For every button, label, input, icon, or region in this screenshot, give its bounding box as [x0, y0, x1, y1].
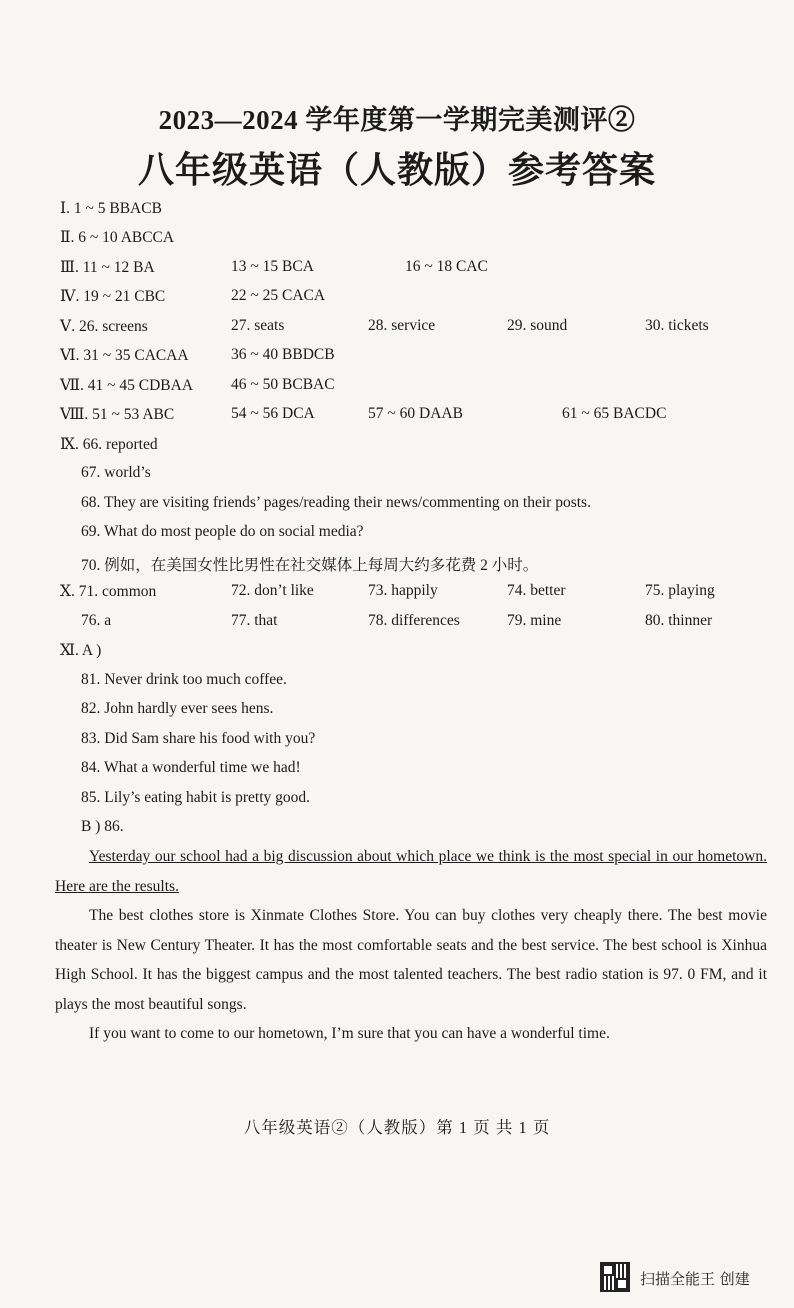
answer-item: Ⅴ. 26. screens — [60, 318, 148, 335]
answer-item: Ⅺ. A ) — [60, 642, 102, 659]
answer-item: 57 ~ 60 DAAB — [368, 405, 463, 422]
essay-closing: If you want to come to our hometown, I’m sure that you can have a wonderful time. — [89, 1025, 610, 1042]
answer-item: 46 ~ 50 BCBAC — [231, 376, 335, 393]
answer-69: 69. What do most people do on social media? — [81, 523, 364, 540]
essay — [55, 842, 767, 1049]
answer-item: 30. tickets — [645, 317, 709, 334]
scanner-label: 扫描全能王 创建 — [640, 1270, 750, 1288]
answer-item: Ⅵ. 31 ~ 35 CACAA — [60, 347, 189, 364]
answer-85: 85. Lily’s eating habit is pretty good. — [81, 789, 311, 806]
answer-row-5 — [0, 317, 794, 341]
answer-row-12 — [0, 641, 794, 665]
document-title: 2023—2024 学年度第一学期完美测评② — [158, 105, 636, 135]
answer-item: Ⅱ. 6 ~ 10 ABCCA — [60, 229, 175, 246]
answer-row-11 — [0, 612, 794, 636]
answer-83: 83. Did Sam share his food with you? — [81, 730, 316, 747]
answer-row-9 — [0, 435, 794, 459]
essay-intro: Yesterday our school had a big discussion about which place we think is the most special in our hometown. Here are the results. — [55, 848, 767, 895]
answer-81: 81. Never drink too much coffee. — [81, 671, 287, 688]
answer-item: 76. a — [81, 612, 112, 629]
answer-item: 28. service — [368, 317, 436, 334]
answer-item: 79. mine — [507, 612, 562, 629]
answer-86-label: B ) 86. — [81, 818, 124, 835]
answer-item: Ⅶ. 41 ~ 45 CDBAA — [60, 377, 194, 394]
answer-item: 74. better — [507, 582, 566, 599]
answer-item: 22 ~ 25 CACA — [231, 287, 326, 304]
answer-row-2 — [0, 228, 794, 252]
answer-item: Ⅸ. 66. reported — [60, 436, 158, 453]
answer-item: Ⅳ. 19 ~ 21 CBC — [60, 288, 166, 305]
answer-item: 54 ~ 56 DCA — [231, 405, 315, 422]
qr-code-icon — [600, 1262, 630, 1292]
page-footer: 八年级英语②（人教版）第 1 页 共 1 页 — [243, 1118, 551, 1137]
essay-body: The best clothes store is Xinmate Clothes Store. You can buy clothes very cheaply there. The best movie theater is New Century Theater. It has the most comfortable seats and the best service. The best school is Xinhua High School. It has the biggest campus and the most talented teachers. The best radio station is 97. 0 FM, and it plays the most beautiful songs. — [55, 907, 767, 1013]
answer-row-4 — [0, 287, 794, 311]
answer-item: 13 ~ 15 BCA — [231, 258, 314, 275]
answer-row-7 — [0, 376, 794, 400]
answer-row-8 — [0, 405, 794, 429]
answer-68: 68. They are visiting friends’ pages/reading their news/commenting on their posts. — [81, 494, 591, 511]
answer-70: 70. 例如，在美国女性比男性在社交媒体上每周大约多花费 2 小时。 — [81, 557, 539, 574]
answer-67: 67. world’s — [81, 464, 151, 481]
answer-row-10 — [0, 582, 794, 606]
answer-item: 80. thinner — [645, 612, 713, 629]
answer-item: 78. differences — [368, 612, 460, 629]
answer-row-6 — [0, 346, 794, 370]
answer-item: 75. playing — [645, 582, 715, 599]
answer-item: 16 ~ 18 CAC — [405, 258, 488, 275]
answer-item: Ⅷ. 51 ~ 53 ABC — [60, 406, 175, 423]
answer-item: 72. don’t like — [231, 582, 314, 599]
answer-row-3 — [0, 258, 794, 282]
answer-84: 84. What a wonderful time we had! — [81, 759, 301, 776]
answer-item: 73. happily — [368, 582, 438, 599]
answer-item: Ⅲ. 11 ~ 12 BA — [60, 259, 155, 276]
answer-item: 61 ~ 65 BACDC — [562, 405, 667, 422]
answer-item: 27. seats — [231, 317, 285, 334]
answer-row-1 — [0, 199, 794, 223]
document-subtitle: 八年级英语（人教版）参考答案 — [137, 150, 656, 190]
answer-item: Ⅹ. 71. common — [60, 583, 157, 600]
answer-item: 29. sound — [507, 317, 568, 334]
answer-item: 77. that — [231, 612, 278, 629]
answer-82: 82. John hardly ever sees hens. — [81, 700, 274, 717]
answer-item: 36 ~ 40 BBDCB — [231, 346, 335, 363]
answer-item: Ⅰ. 1 ~ 5 BBACB — [60, 200, 162, 217]
